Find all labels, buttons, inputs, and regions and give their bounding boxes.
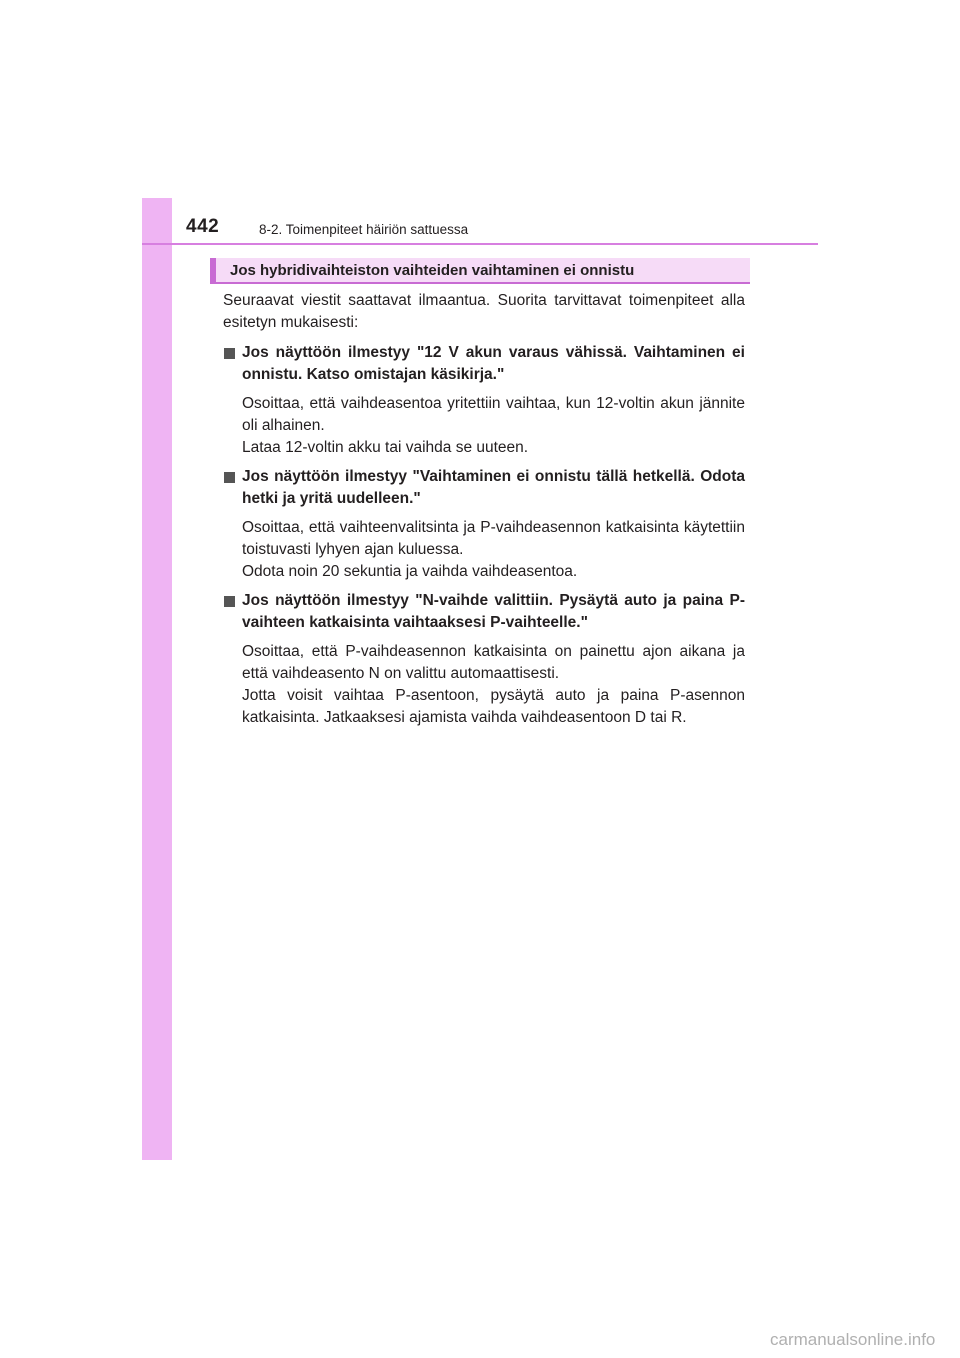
section-title: Jos hybridivaihteiston vaihteiden vaihtaminen ei onnistu bbox=[230, 262, 635, 279]
intro-paragraph: Seuraavat viestit saattavat ilmaantua. Suorita tarvittavat toimenpiteet alla esitetyn mukaisesti: bbox=[223, 292, 745, 331]
section-title-bar bbox=[210, 258, 750, 284]
item-title: Jos näyttöön ilmestyy "12 V akun varaus vähissä. Vaihtaminen ei onnistu. Katso omistajan käsikirja." bbox=[242, 344, 745, 383]
item-title: Jos näyttöön ilmestyy "N-vaihde valittiin. Pysäytä auto ja paina P-vaihteen katkaisinta vaihtaaksesi P-vaihteelle." bbox=[242, 592, 745, 631]
item-text: Lataa 12-voltin akku tai vaihda se uuteen. bbox=[242, 439, 529, 456]
list-item bbox=[223, 342, 745, 459]
section-label: 8-2. Toimenpiteet häiriön sattuessa bbox=[259, 222, 469, 237]
content bbox=[223, 290, 745, 736]
watermark: carmanualsonline.info bbox=[770, 1330, 936, 1349]
square-bullet-icon bbox=[224, 596, 235, 607]
square-bullet-icon bbox=[224, 348, 235, 359]
square-bullet-icon bbox=[224, 472, 235, 483]
list-item bbox=[223, 590, 745, 729]
item-text: Osoittaa, että vaihdeasentoa yritettiin vaihtaa, kun 12-voltin akun jännite oli alhainen. bbox=[242, 395, 745, 434]
item-title: Jos näyttöön ilmestyy "Vaihtaminen ei onnistu tällä hetkellä. Odota hetki ja yritä uudelleen." bbox=[242, 468, 745, 507]
item-text: Odota noin 20 sekuntia ja vaihda vaihdeasentoa. bbox=[242, 563, 578, 580]
item-text: Jotta voisit vaihtaa P-asentoon, pysäytä auto ja paina P-asennon katkaisinta. Jatkaaksesi ajamista vaihda vaihdeasentoon D tai R. bbox=[242, 687, 745, 726]
list-item bbox=[223, 466, 745, 583]
side-tab-bar bbox=[142, 198, 172, 1160]
header-rule bbox=[142, 243, 818, 245]
page-number: 442 bbox=[186, 216, 220, 237]
item-text: Osoittaa, että vaihteenvalitsinta ja P-vaihdeasennon katkaisinta käytettiin toistuvasti lyhyen ajan kuluessa. bbox=[242, 519, 745, 558]
item-text: Osoittaa, että P-vaihdeasennon katkaisinta on painettu ajon aikana ja että vaihdeasento N on valittu automaattisesti. bbox=[242, 643, 745, 682]
